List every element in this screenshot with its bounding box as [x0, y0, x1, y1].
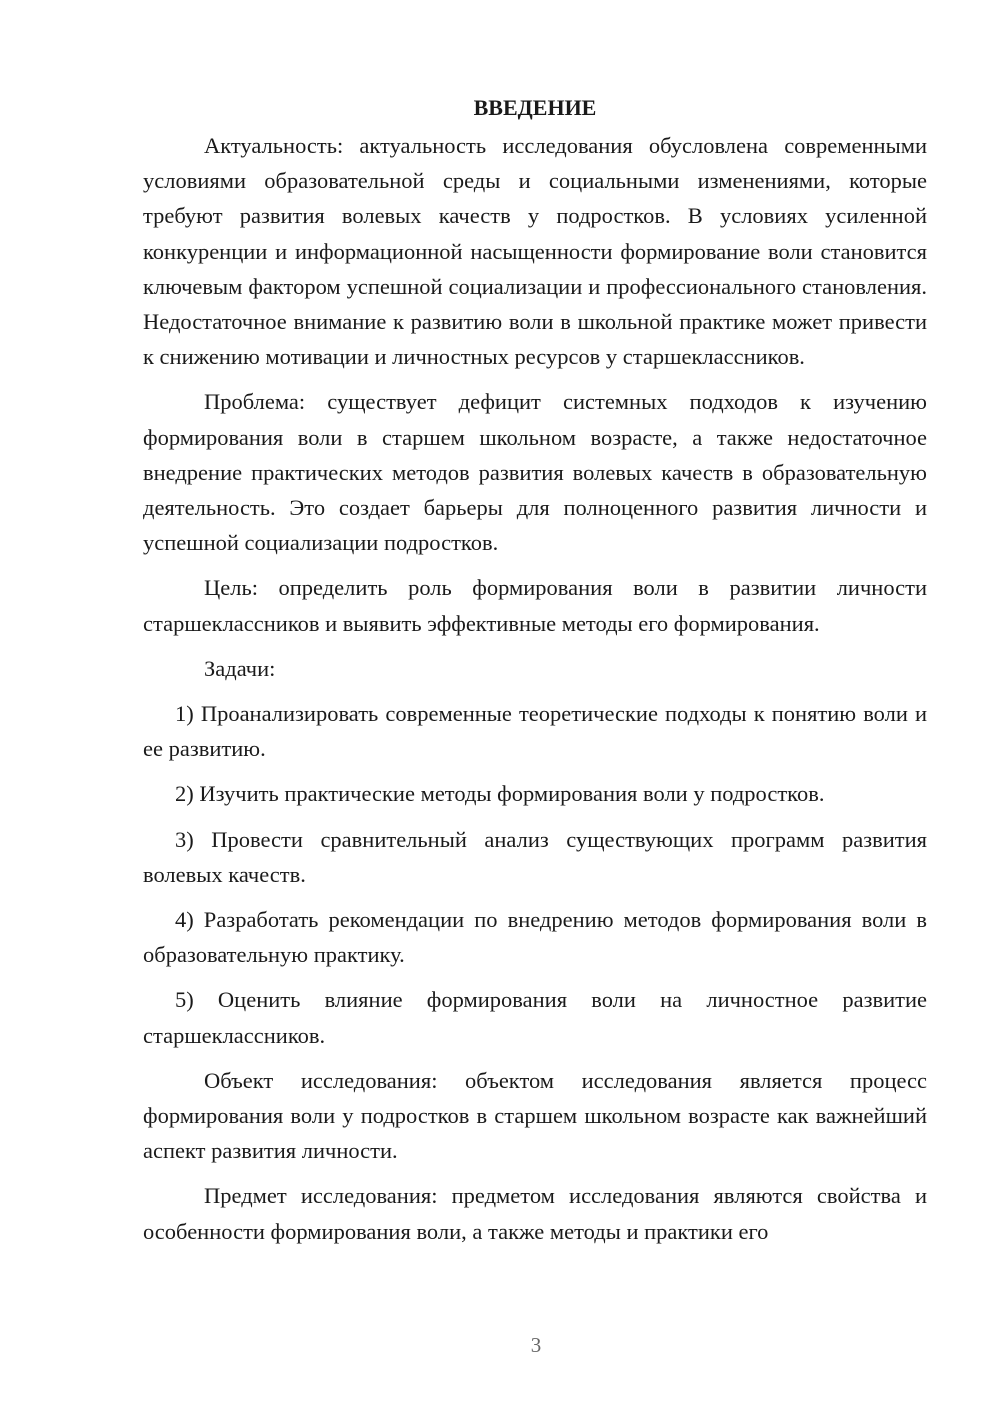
- subject-paragraph: Предмет исследования: предметом исследования являются свойства и особенности формирования воли, а также методы и практики его: [143, 1183, 927, 1244]
- task-item: 4) Разработать рекомендации по внедрению методов формирования воли в образовательную практику.: [143, 907, 927, 968]
- task-item: 3) Провести сравнительный анализ существующих программ развития волевых качеств.: [143, 826, 927, 887]
- relevance-paragraph: Актуальность: актуальность исследования обусловлена современными условиями образовательной среды и социальными изменениями, которые требуют развития волевых качеств у подростков. В условиях усиленной конкуренции и информационной насыщенности формирование воли становится ключевым фактором успешной социализации и профессионального становления. Недостаточное внимание к развитию воли в школьной практике может привести к снижению мотивации и личностных ресурсов у старшеклассников.: [143, 133, 927, 370]
- tasks-label: Задачи:: [204, 655, 276, 681]
- task-item: 1) Проанализировать современные теоретические подходы к понятию воли и ее развитию.: [143, 701, 927, 762]
- page-content: [143, 90, 927, 1259]
- task-item: 5) Оценить влияние формирования воли на личностное развитие старшеклассников.: [143, 987, 927, 1048]
- task-item: 2) Изучить практические методы формирования воли у подростков.: [175, 781, 825, 807]
- section-heading: ВВЕДЕНИЕ: [473, 95, 597, 120]
- problem-paragraph: Проблема: существует дефицит системных подходов к изучению формирования воли в старшем школьном возрасте, а также недостаточное внедрение практических методов развития волевых качеств в образовательную деятельность. Это создает барьеры для полноценного развития личности и успешной социализации подростков.: [143, 389, 927, 556]
- goal-paragraph: Цель: определить роль формирования воли в развитии личности старшеклассников и выявить эффективные методы его формирования.: [143, 575, 927, 636]
- page-number: 3: [530, 1333, 542, 1357]
- object-paragraph: Объект исследования: объектом исследования является процесс формирования воли у подростков в старшем школьном возрасте как важнейший аспект развития личности.: [143, 1067, 927, 1164]
